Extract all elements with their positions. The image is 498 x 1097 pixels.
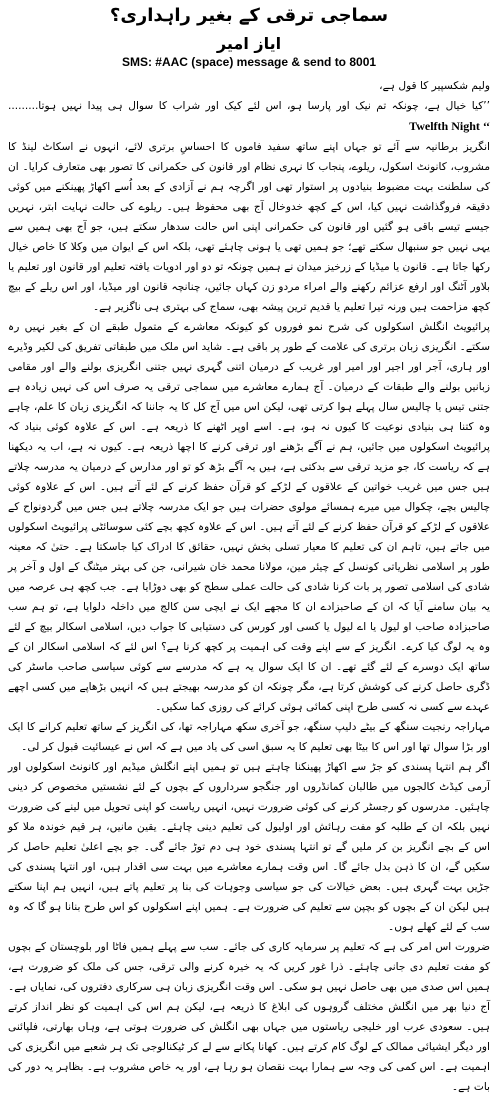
quote-intro: ولیم شکسپیر کا قول ہے، xyxy=(379,80,490,92)
sms-instruction: SMS: #AAC (space) message & send to 8001 xyxy=(121,55,377,69)
paragraph-5: ضرورت اس امر کی ہے کہ تعلیم پر سرمایہ کاری کی جائے۔ سب سے پہلے ہمیں فاٹا اور بلوچستان کے بچوں کو مفت تعلیم دی جانی چاہئے۔ ذرا غور کریں کہ یہ خیرہ کرنے والی ترقی، جس کی ملک کو ضرورت ہے، ہمیں اس صدی میں بھی حاصل نہیں ہو سکی۔ اس وقت انگریزی زبان ہی سرکاری دفتروں کی، نمایاں ہے۔ آج دنیا بھر میں انگلش مختلف گروہوں کی ابلاغ کا ذریعہ ہے، لیکن ہم اس کی اہمیت کو نظر انداز کرتے ہیں۔ سعودی عرب اور خلیجی ریاستوں میں جہاں بھی انگلش کی ضرورت ہوتی ہے، وہاں بھارتی، فلپائنی اور دیگر ایشیائی ممالک کے لوگ کام کرتے ہیں۔ کھانا پکانے سے لے کر ٹیکنالوجی تک ہر شعبے میں انگریزی کی اہمیت ہے۔ اس کمی کی وجہ سے ہمارا بہت نقصان ہو رہا ہے، اور یہ خاص مشروب ہے۔ بظاہر یہ دور کی بات ہے۔ xyxy=(8,941,490,1093)
quote-block xyxy=(8,96,490,137)
quote-text: ’’کیا خیال ہے، چونکہ تم نیک اور پارسا ہو، اس لئے کیک اور شراب کا سوال ہی پیدا نہیں ہوتا......... xyxy=(8,100,490,112)
paragraph-3: مہاراجہ رنجیت سنگھ کے بیٹے دلیپ سنگھ، جو آخری سکھ مہاراجہ تھا، کی انگریز کے ساتھ تعلیم کرانے کا ایک اور بڑا سوال تھا اور اس کا بیٹا بھی تعلیم کا یہ سبق اسی کی یاد میں ہے کہ اس نے عیسائیت قبول کر لی۔ xyxy=(8,721,490,753)
author-name: ایاز امیر xyxy=(216,34,282,53)
paragraph-1: انگریز برطانیہ سے آئے تو جہاں اپنے ساتھ سفید فاموں کا احساسِ برتری لائے، انہوں نے اسکاٹ لینڈ کا مشروب، کانونٹ اسکول، ریلوے، پنجاب کا نہری نظام اور قانون کی حکمرانی کا تصور بھی متعارف کرایا۔ ان کی سلطنت بہت مضبوط بنیادوں پر استوار تھی اور اگرچہ ہم نے آزادی کے بعد اُسے اکھاڑ پھینکنے میں کوئی دقیقہ فروگذاشت نہیں کیا، اس کے کچھ خدوخال آج بھی محفوظ ہیں۔ ریلوے کی حالت نہایت ابتر، نہریں جیسے تیسے باقی ہو گئیں اور قانون کی حکمرانی اپنی اس حالت سدھار سکتے ہیں، جو آج بھی ہمیں سے یہی نہیں جو سنبھال سکتے تھے؛ جو ہمیں تھی یا ہونی چاہئے تھی، بلکہ اس کے ایوان میں وکلا کا خاص خیال رکھا جاتا ہے۔ قانون یا میڈیا کے زرخیز میدان نے ہمیں چونکہ تو دو اور ادویات یافتہ تعلیم اور قانون اور تعلیم یا بلاور آٹنگ اور ارفع عزائم رکھنے والے امراء مردو زن کہاں جائیں، چنانچہ قانون اور میڈیا، اور اس ریلے کے بیچ کچھ مزاحمت ہیں ورنہ تیرا تعلیم یا قدیم ترین پیشہ بھی، سماج کی بہتری ہی ناگزیر ہے۔ xyxy=(8,141,490,313)
article-title: سماجی ترقی کے بغیر راہداری؟ xyxy=(109,5,389,26)
paragraph-2: پرائیویٹ انگلش اسکولوں کی شرح نمو فوروں کو کیونکہ معاشرے کے متمول طبقے ان کے بغیر نہیں رہ سکتے۔ انگریزی زبان برتری کی علامت کے طور پر باقی ہے۔ شاید اس ملک میں طبقاتی تفریق کی لکیر وڈیرے اور ہاری، آجر اور اجیر اور امیر اور غریب کے درمیان اتنی گہری نہیں جتنی انگریزی بولنے والے اور مقامی زبانیں بولنے والے طبقات کے درمیان۔ آج ہمارے معاشرے میں سماجی ترقی یہ صرف اس کی نہیں زیادہ ہے جتنی تیس یا چالیس سال پہلے ہوا کرتی تھی، لیکن اس میں آج کل کا یہ جاننا کہ انگریزی زبان کا علم، چاہے وہ کتنا ہی بنیادی نوعیت کا کیوں نہ ہو، ہے۔ اسے اوپر اٹھنے کا ذریعہ ہے۔ اس کے علاوہ کوئی بنیاد کہ پرائیویٹ اسکولوں میں جائیں، ہم نے آگے بڑھنے اور ترقی کرنے کا اچھا ذریعہ ہے۔ کیوں نہ ہے، اب یہ دیکھنا ہے کہ ریاست کا، جو مزید ترقی سے بدکتی ہے، ہیں یہ آگے بڑھ کو تو اور مدارس کے درمیان یہ مدرسہ چلاتے ہیں جس میں غریب خواتین کے علاقوں کے لڑکے کو قرآن حفظ کرنے کے لئے آتے ہیں۔ اس کے علاوہ کوئی چالیس بچے، چکوال میں میرے ہمسائے مولوی حضرات ہیں جو ایک مدرسہ چلاتے ہیں جس میں گردونواح کے علاقوں کے لڑکے کو قرآن حفظ کرنے کے لئے آتے ہیں۔ اس کے علاوہ کچھ بچے کئی سوسائٹی پرائیویٹ اسکولوں میں جاتے ہیں، تاہم ان کی تعلیم کا معیار تسلی بخش نہیں، حقائق کا ادراک کیا جاسکتا ہے۔ حتیٰ کہ معینہ طور پر اسلامی نظریاتی کونسل کے چیئر مین، مولانا محمد خان شیرانی، جن کی بہتر میٹنگ کے اول و آخر پر شادی کی اسلامی تصور پر بات کرنا شادی کی حالت عملی سطح کو بھی دوڑایا ہے۔ جب کچھ ہی عرصہ میں یہ بیان سامنے آیا کہ ان کے صاحبزادے ان کا مجھے ایک نے ایچی سن کالج میں داخلہ دلوایا ہے، تو ہم سب صاحبزادہ صاحب او لیول یا اے لیول یا کسی اور کورس کی دستیابی کا جواب دیں، اسلامی اسکالر بیچ کے لئے وہ یہ لوگ کیا کرے۔ انگریز کے سے اپنے وقت کی اہمیت پر کچھ کرنا ہے؟ اس لئے کہ اسلامی اسکالر ان کے ساتھ ایک دوسرے کے لئے گئے تھے۔ ان کا ایک سوال یہ ہے کہ مدرسے سے کوئی سیاسی صاحب ماسٹر کی ڈگری حاصل کرنے کی کوشش کرتا ہے، مگر چونکہ ان کو مدرسہ بھیجتے ہیں کہ انہیں بڑھاپے میں کسی اچھے عہدے سے کسی نہ کسی طرح اپنی کمائی ہوئی کرائے کی روزی کما سکیں۔ xyxy=(8,321,490,713)
quote-source: Twelfth Night ‘‘ xyxy=(409,119,490,133)
paragraph-4: اگر ہم انتہا پسندی کو جڑ سے اکھاڑ پھینکنا چاہتے ہیں تو ہمیں اپنے انگلش میڈیم اور کانونٹ اسکولوں اور آرمی کیڈٹ کالجوں میں طالبان کمانڈروں اور جنگجو سرداروں کے بچوں کے لئے نشستیں مخصوص کر دینی چاہئیں۔ مدرسوں کو رجسٹر کرنے کی کوئی ضرورت نہیں، انہیں ریاست کو اپنی تحویل میں لینے کی ضرورت نہیں بلکہ ان کے طلبہ کو مفت رہائش اور اولیول کی تعلیم دینی چاہئے۔ یقین مانیں، ہر قیم خوندہ ملا کو اس کے بچے انگریز بن کر ملیں گے تو انتہا پسندی خود ہی دم توڑ جائے گی۔ جو بچے اعلیٰ تعلیم حاصل کر سکیں گے، ان کا ذہن بدل جائے گا۔ اس وقت ہمارے معاشرے میں بہت سی اقدار ہیں، اور انتہا پسندی کی جڑیں بہت گہری ہیں۔ بعض خیالات کی جو سیاسی وجوہات کی بنا پر تعلیم پاتے ہیں، انہیں ہم اپنا سکتے ہیں لیکن ان کے بچوں کو بچپن سے تعلیم کی ضرورت ہے۔ ہمیں اپنے اسکولوں کو اس طرح بنانا ہو گا کہ وہ سب کے لئے کھلے ہوں۔ xyxy=(8,761,490,933)
article-body xyxy=(8,76,490,1093)
